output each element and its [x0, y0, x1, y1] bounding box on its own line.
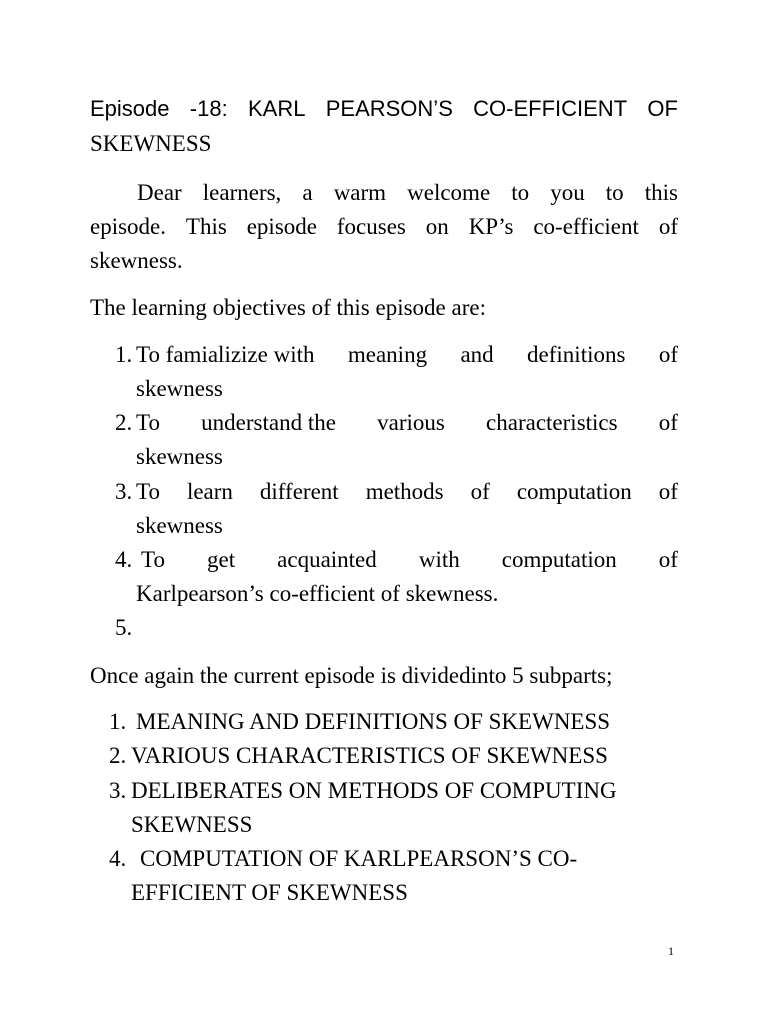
objective-word: methods	[365, 479, 444, 504]
intro-word: of	[658, 214, 678, 239]
intro-word: this	[644, 180, 678, 205]
objective-number: 5.	[115, 615, 133, 640]
objective-number: 3.	[115, 479, 133, 504]
objective-number: 4.	[115, 547, 133, 572]
intro-word: to	[605, 180, 624, 205]
objective-word: different	[259, 479, 339, 504]
intro-word: This	[185, 214, 227, 239]
subpart-2-line-1: VARIOUS CHARACTERISTICS OF SKEWNESS	[131, 743, 608, 768]
title-word: Episode	[90, 96, 170, 121]
objective-word: of	[658, 410, 678, 435]
objective-1-line-1	[136, 338, 678, 372]
objective-1-line-2: skewness	[136, 376, 223, 401]
objective-word: To	[136, 410, 160, 435]
objective-number: 2.	[115, 410, 133, 435]
objective-word: definitions	[527, 342, 626, 367]
objective-word: To	[141, 547, 165, 572]
title-word: -18:	[189, 96, 228, 121]
objectives-heading: The learning objectives of this episode are:	[90, 295, 486, 320]
objective-3-line-2: skewness	[136, 513, 223, 538]
title-word: CO-EFFICIENT	[473, 96, 628, 121]
intro-word: focuses	[336, 214, 406, 239]
intro-word: learners,	[202, 180, 282, 205]
subparts-heading: Once again the current episode is dividedinto 5 subparts;	[90, 663, 613, 688]
objective-2-line-1	[136, 406, 678, 440]
subpart-number: 3.	[109, 778, 127, 803]
objective-3-line-1	[136, 475, 678, 509]
subpart-4-line-2: EFFICIENT OF SKEWNESS	[131, 880, 408, 905]
objective-word: acquainted	[277, 547, 377, 572]
objective-4-line-1	[141, 543, 678, 577]
title-word: OF	[647, 96, 678, 121]
title-word: KARL	[247, 96, 306, 121]
subpart-1-line-1: MEANING AND DEFINITIONS OF SKEWNESS	[136, 709, 611, 734]
objective-word: and	[460, 342, 494, 367]
objective-word: of	[658, 547, 678, 572]
intro-word: a	[302, 180, 313, 205]
intro-word: welcome	[407, 180, 491, 205]
objective-4-line-2: Karlpearson’s co-efficient of skewness.	[136, 581, 499, 606]
intro-line-1	[137, 176, 678, 210]
intro-line-2	[90, 210, 678, 244]
intro-word: Dear	[137, 180, 182, 205]
intro-word: episode.	[90, 214, 167, 239]
subpart-number: 2.	[109, 743, 127, 768]
subpart-3-line-1: DELIBERATES ON METHODS OF COMPUTING	[131, 778, 617, 803]
subpart-number: 4.	[109, 846, 127, 871]
intro-word: on	[425, 214, 449, 239]
objective-word: of	[658, 479, 678, 504]
subpart-number: 1.	[109, 709, 127, 734]
page-number: 1	[668, 944, 674, 958]
objective-word: characteristics	[486, 410, 618, 435]
objective-word: get	[207, 547, 236, 572]
episode-title-line-1	[90, 92, 678, 126]
intro-word: to	[511, 180, 530, 205]
intro-word: warm	[333, 180, 387, 205]
subpart-4-line-1: COMPUTATION OF KARLPEARSON’S CO-	[140, 846, 578, 871]
objective-word: understand the	[201, 410, 336, 435]
intro-line-3: skewness.	[90, 248, 183, 273]
intro-word: episode	[246, 214, 317, 239]
intro-word: KP’s	[468, 214, 514, 239]
subpart-3-line-2: SKEWNESS	[131, 812, 253, 837]
objective-word: meaning	[347, 342, 428, 367]
objective-word: computation	[516, 479, 632, 504]
intro-word: co-efficient	[533, 214, 639, 239]
objective-word: To	[136, 479, 160, 504]
objective-word: of	[658, 342, 678, 367]
title-word: PEARSON’S	[325, 96, 453, 121]
objective-word: learn	[186, 479, 233, 504]
objective-word: computation	[501, 547, 617, 572]
objective-2-line-2: skewness	[136, 444, 223, 469]
objective-word: various	[377, 410, 445, 435]
intro-word: you	[550, 180, 585, 205]
objective-word: with	[418, 547, 460, 572]
episode-title-line-2: SKEWNESS	[90, 131, 212, 156]
objective-word: of	[470, 479, 490, 504]
objective-word: To famializize with	[136, 342, 315, 367]
objective-number: 1.	[115, 342, 133, 367]
